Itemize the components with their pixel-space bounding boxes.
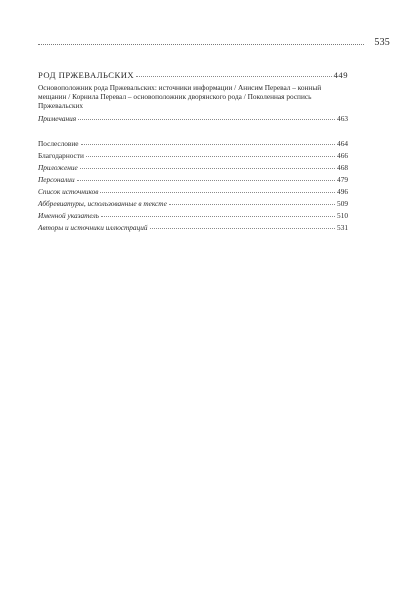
dot-leader [81,144,336,145]
toc-row [38,152,348,159]
toc-row [38,212,348,219]
dot-leader [80,168,335,169]
toc-row [38,164,348,171]
toc-row [38,200,348,207]
header-rule [38,44,364,45]
toc-row [38,188,348,195]
section-description: Основоположник рода Пржевальских: источники информации / Анисим Перевал – конный мещанин / Корнила Перевал – основоположник дворянского рода / Поколенная роспись Пржевальских [38,83,322,111]
toc-row-notes [38,115,348,122]
dot-leader [136,76,331,77]
dot-leader [100,192,335,193]
dot-leader [150,228,336,229]
toc-page: 531 [337,223,348,232]
toc-title: Персоналии [38,175,75,184]
toc-title: Именной указатель [38,211,99,220]
toc-page: 510 [337,211,348,220]
page-number: 535 [374,37,390,48]
toc-page: 464 [337,139,348,148]
dot-leader [77,180,335,181]
toc-title: Благодарности [38,151,84,160]
section-page: 449 [333,70,348,80]
toc-page: 468 [337,163,348,172]
toc-page: 479 [337,175,348,184]
toc-page: 496 [337,187,348,196]
dot-leader [78,119,335,120]
toc-title: Авторы и источники иллюстраций [38,223,148,232]
toc-row [38,140,348,147]
section-title: РОД ПРЖЕВАЛЬСКИХ [38,70,135,80]
toc-title: Аббревиатуры, использованные в тексте [38,199,167,208]
toc-row [38,176,348,183]
dot-leader [101,216,335,217]
dot-leader [86,156,335,157]
toc-section-row [38,71,348,80]
toc-title: Примечания [38,114,77,123]
dot-leader [169,204,335,205]
toc-row [38,224,348,231]
toc-title: Список источников [38,187,99,196]
toc-page: 509 [337,199,348,208]
toc-page: 466 [337,151,348,160]
toc-title: Приложение [38,163,78,172]
toc-page: 463 [337,114,348,123]
toc-title: Послесловие [38,139,79,148]
